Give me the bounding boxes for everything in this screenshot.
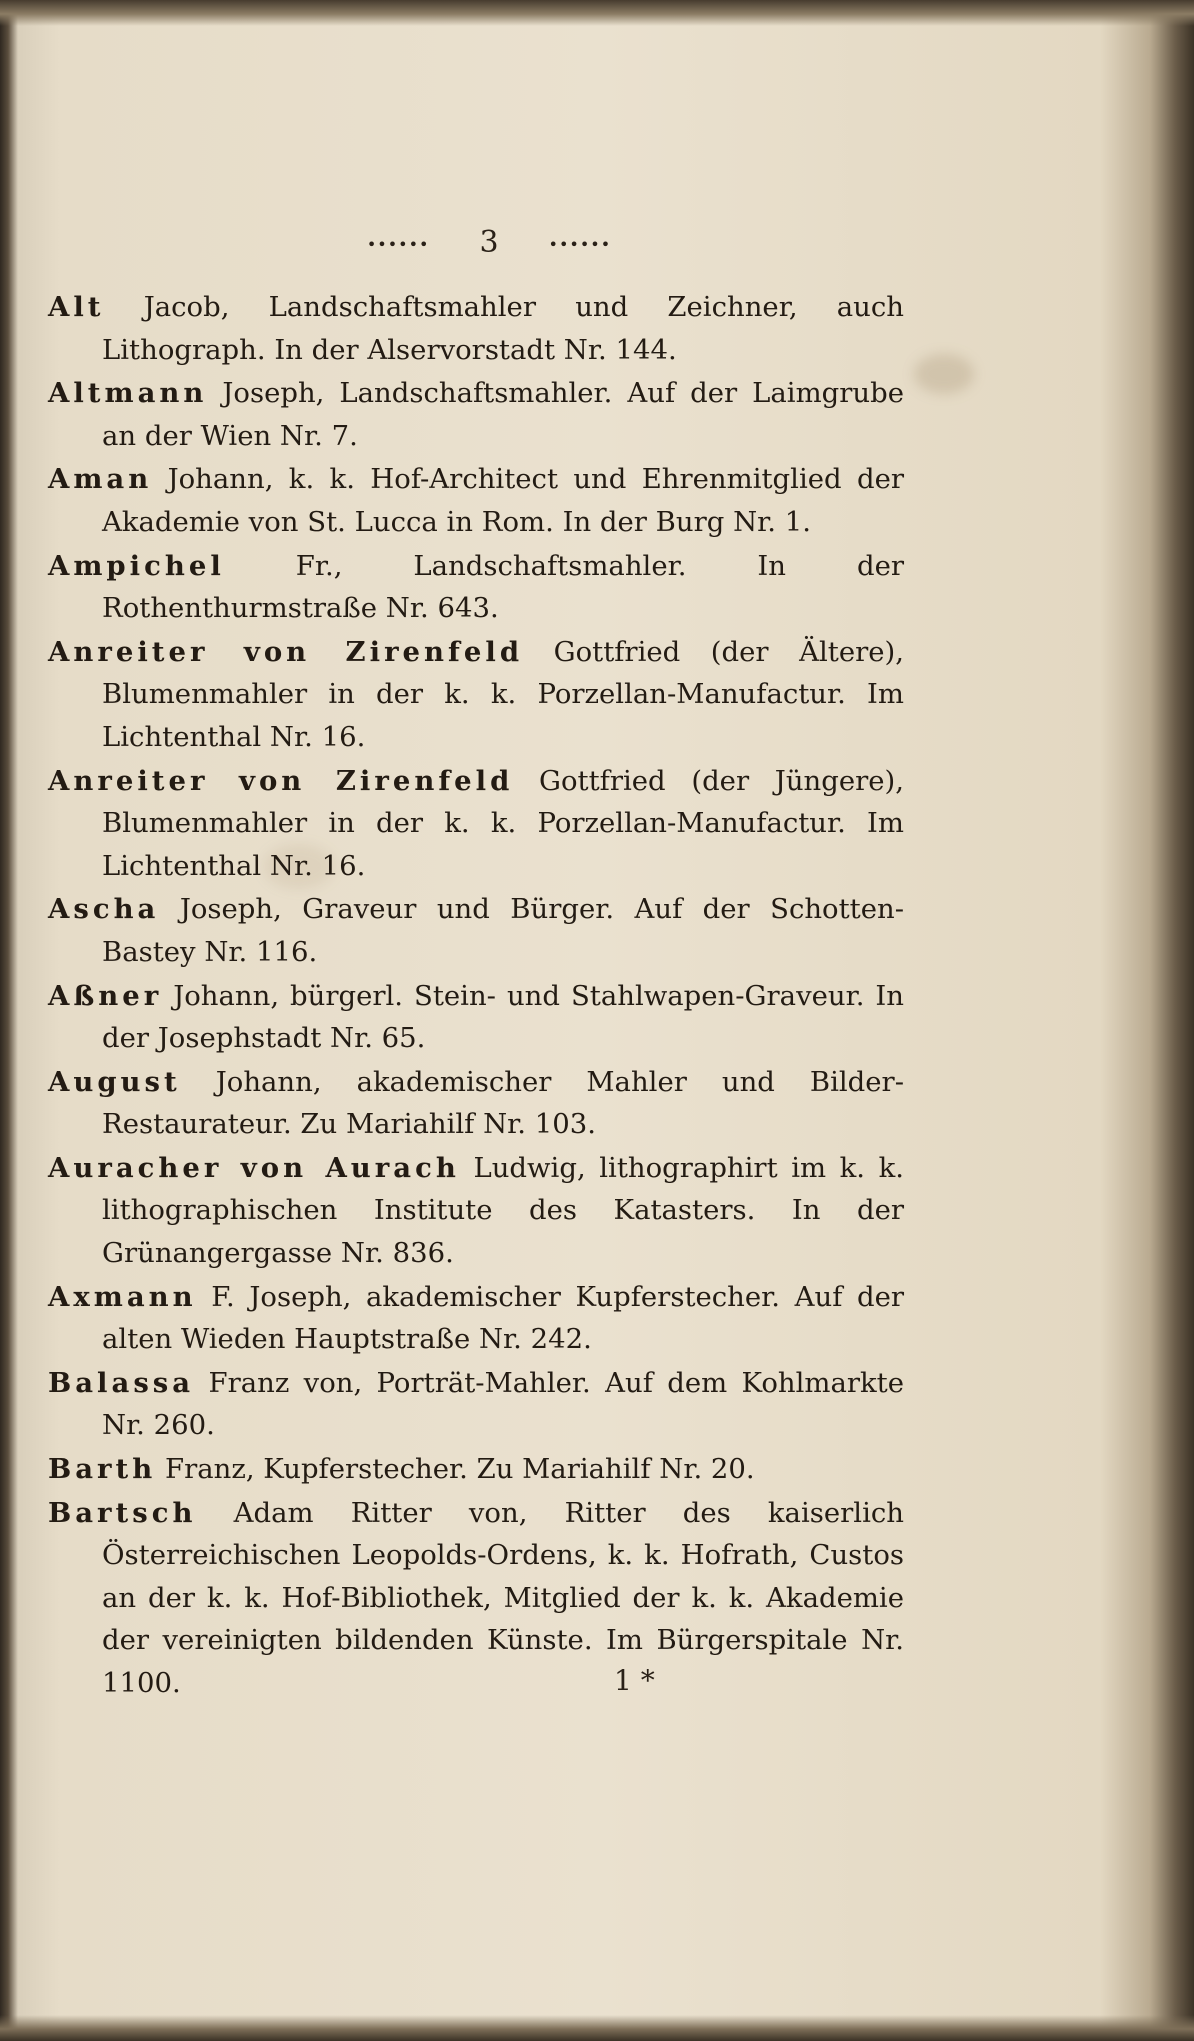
entry-name: Balassa <box>48 1366 195 1399</box>
entry-text: Jacob, Landschaftsmahler und Zeichner, auch Lithograph. In der Alservorstadt Nr. 144. <box>102 291 904 366</box>
entry-text: Johann, k. k. Hof-Architect und Ehrenmitglied der Akademie von St. Lucca in Rom. In der Burg Nr. 1. <box>102 463 904 538</box>
page-number: 3 <box>479 224 499 260</box>
entry-text: Ludwig, lithographirt im k. k. lithographischen Institute des Katasters. In der Grünangergasse Nr. 836. <box>102 1151 905 1270</box>
entry-text: Joseph, Landschaftsmahler. Auf der Laimgrube an der Wien Nr. 7. <box>102 377 904 452</box>
directory-entry <box>48 1448 904 1491</box>
entry-text: Fr., Landschaftsmahler. In der Rothenthurmstraße Nr. 643. <box>102 549 904 625</box>
directory-entry <box>48 760 904 888</box>
entry-text: F. Joseph, akademischer Kupferstecher. Auf der alten Wieden Hauptstraße Nr. 242. <box>102 1280 904 1356</box>
directory-entry <box>48 372 904 457</box>
entry-text: Johann, bürgerl. Stein- und Stahlwapen-Graveur. In der Josephstadt Nr. 65. <box>102 979 904 1055</box>
entry-text: Gottfried (der Jüngere), Blumenmahler in der k. k. Porzellan-Manufactur. Im Lichtenthal Nr. 16. <box>102 764 905 882</box>
book-page <box>14 24 1164 2019</box>
directory-entry <box>48 545 904 630</box>
entry-text: Joseph, Graveur und Bürger. Auf der Schotten-Bastey Nr. 116. <box>102 893 904 968</box>
entry-name: Barth <box>48 1453 157 1486</box>
entry-name: Anreiter von Zirenfeld <box>48 764 514 797</box>
directory-entry <box>48 1276 904 1361</box>
entry-text: Franz, Kupferstecher. Zu Mariahilf Nr. 20. <box>165 1453 755 1486</box>
entry-name: Bartsch <box>48 1496 197 1529</box>
entry-name: Aman <box>48 463 153 496</box>
entry-name: Altmann <box>48 377 208 410</box>
header-ornament-right: •••••• <box>548 234 612 254</box>
entry-name: Ascha <box>48 893 160 926</box>
entry-name: Auracher von Aurach <box>48 1151 460 1184</box>
directory-entry <box>48 975 904 1060</box>
signature-mark: 1 * <box>614 1664 655 1697</box>
directory-entry <box>48 631 904 759</box>
directory-entry <box>48 458 904 543</box>
page-header <box>344 222 634 262</box>
entry-text: Gottfried (der Ältere), Blumenmahler in der k. k. Porzellan-Manufactur. Im Lichtenthal Nr. 16. <box>102 635 904 753</box>
entry-text: Johann, akademischer Mahler und Bilder-Restaurateur. Zu Mariahilf Nr. 103. <box>102 1065 904 1141</box>
entry-text: Adam Ritter von, Ritter des kaiserlich Österreichischen Leopolds-Ordens, k. k. Hofrath, Custos an der k. k. Hof-Bibliothek, Mitglied der k. k. Akademie der vereinigten bildenden Künste. Im Bürgerspitale Nr. 1100. <box>102 1496 904 1699</box>
paper-stain <box>914 354 974 394</box>
directory-entry <box>48 1362 904 1447</box>
directory-entry <box>48 1061 904 1146</box>
directory-entries <box>48 286 904 1705</box>
entry-name: Axmann <box>48 1280 197 1313</box>
directory-entry <box>48 1492 904 1705</box>
directory-entry <box>48 888 904 973</box>
directory-entry <box>48 286 904 371</box>
entry-name: Ampichel <box>48 549 225 582</box>
entry-text: Franz von, Porträt-Mahler. Auf dem Kohlmarkte Nr. 260. <box>102 1366 904 1442</box>
entry-name: Alt <box>48 291 105 323</box>
header-ornament-left: •••••• <box>366 234 430 254</box>
entry-name: Anreiter von Zirenfeld <box>48 635 524 668</box>
entry-name: Aßner <box>48 979 163 1012</box>
entry-name: August <box>48 1065 181 1098</box>
directory-entry <box>48 1147 904 1275</box>
